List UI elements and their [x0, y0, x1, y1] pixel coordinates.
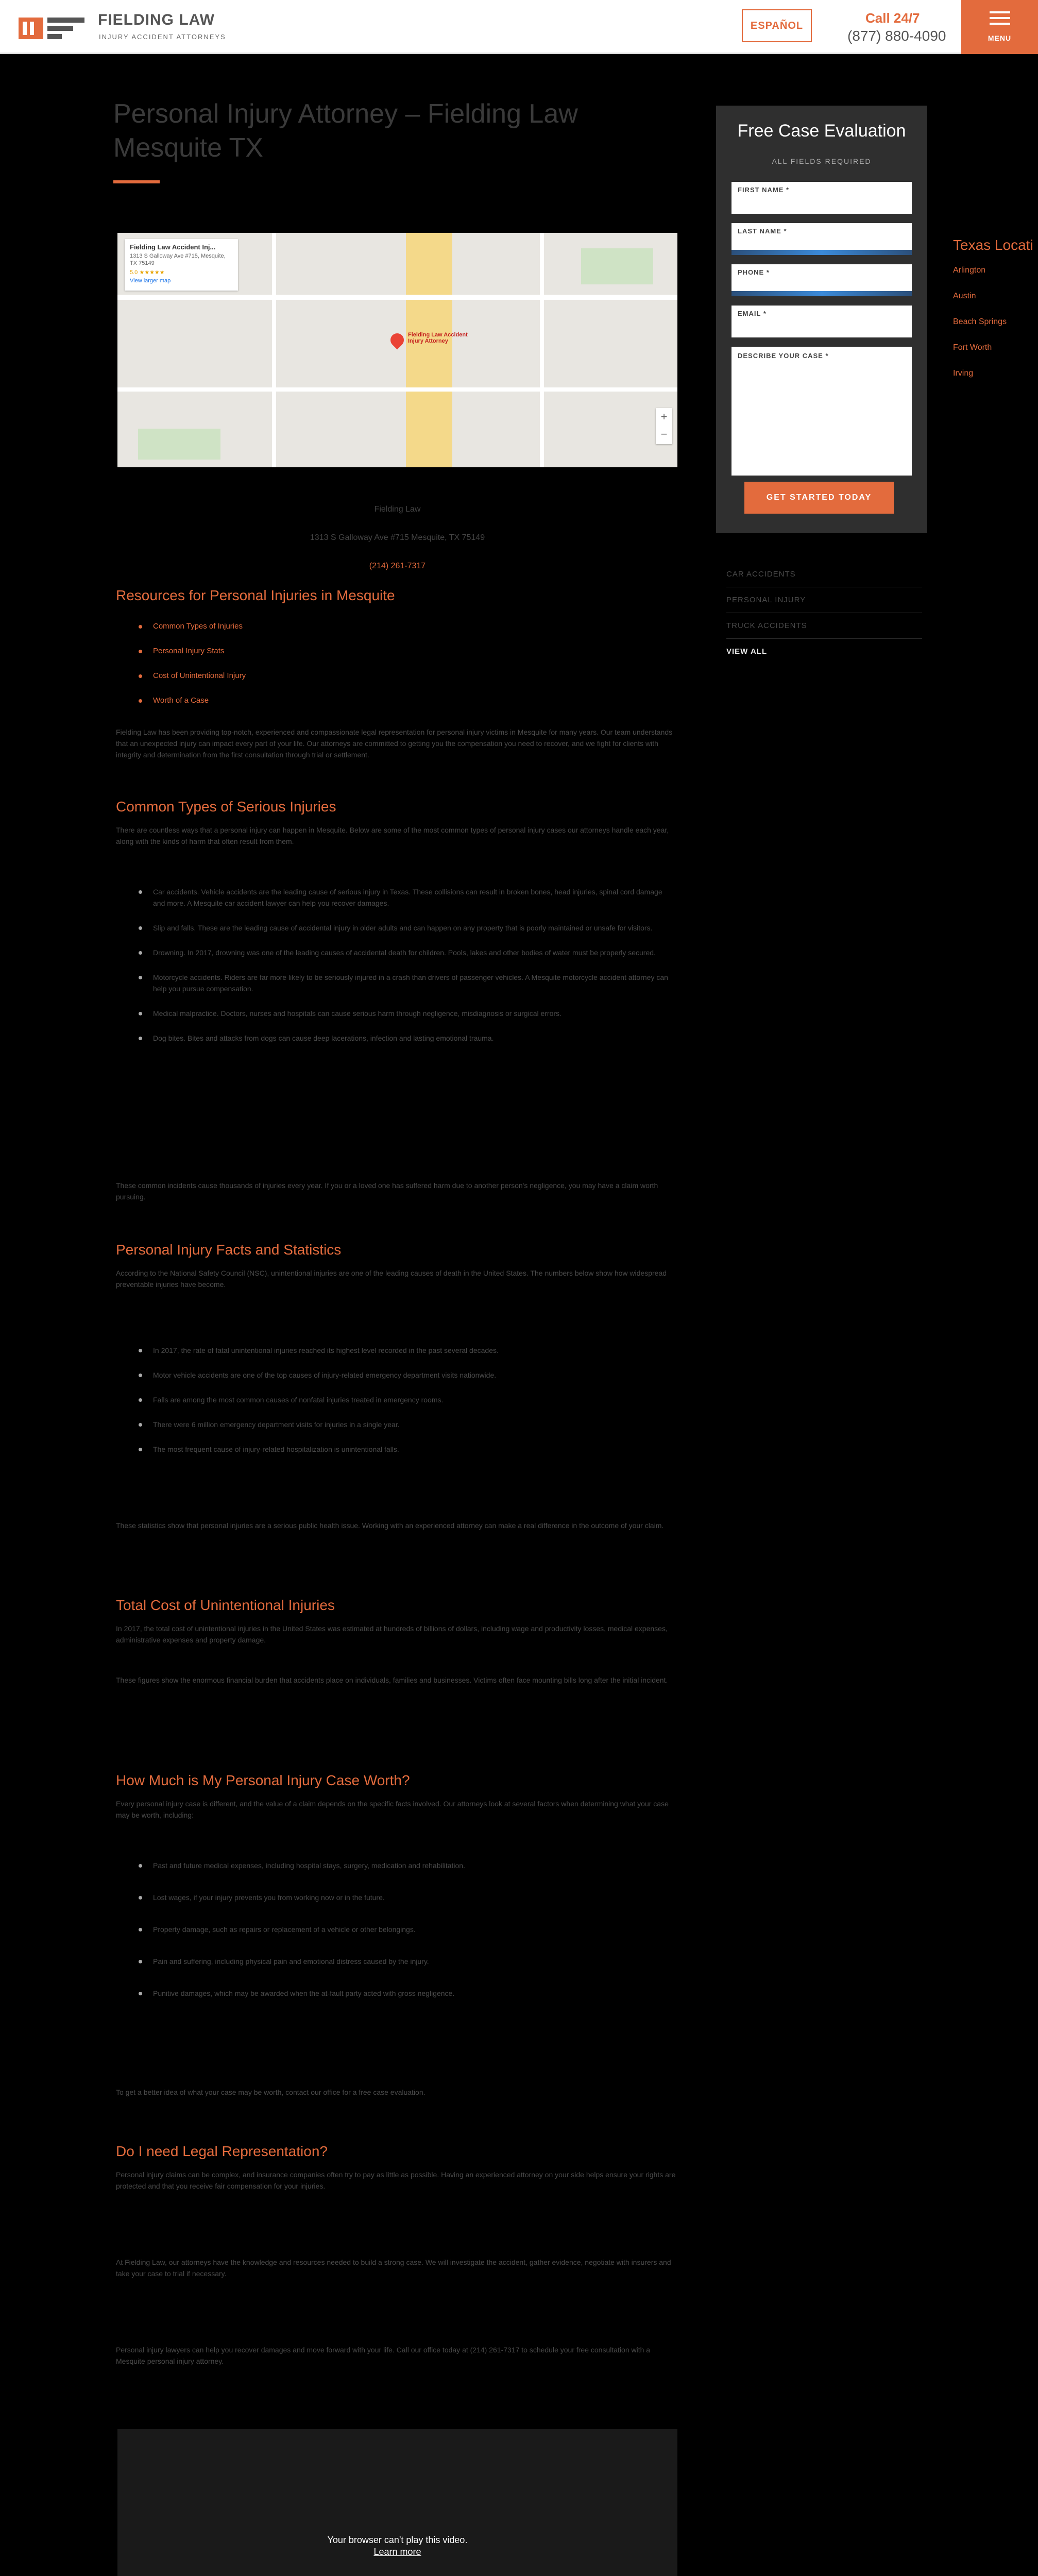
list-item: Dog bites. Bites and attacks from dogs can cause deep lacerations, infection and lasting emotional trauma.: [153, 1032, 673, 1044]
practice-link-truck-accidents[interactable]: TRUCK ACCIDENTS: [726, 613, 922, 639]
list-item: Pain and suffering, including physical pain and emotional distress caused by the injury.: [153, 1956, 673, 1967]
page-title: Personal Injury Attorney – Fielding Law Mesquite TX: [113, 99, 578, 163]
map-card-title: Fielding Law Accident Inj...: [130, 243, 216, 251]
list-item: Drowning. In 2017, drowning was one of the leading causes of accidental death for children. Pools, lakes and other bodies of water must be properly secured.: [153, 947, 673, 958]
list-item: Medical malpractice. Doctors, nurses and hospitals can cause serious harm through negligence, misdiagnosis or surgical errors.: [153, 1008, 673, 1019]
cost-paragraph: These figures show the enormous financial burden that accidents place on individuals, families and businesses. Victims often face mounting bills long after the initial incident.: [116, 1676, 668, 1684]
list-item: There were 6 million emergency department visits for injuries in a single year.: [153, 1419, 673, 1430]
hamburger-icon: [990, 11, 1010, 28]
case-worth-heading: How Much is My Personal Injury Case Worth?: [116, 1772, 410, 1788]
texas-locations-heading: Texas Locati: [953, 237, 1033, 253]
form-required-note: ALL FIELDS REQUIRED: [772, 157, 872, 165]
legal-representation-heading: Do I need Legal Representation?: [116, 2143, 328, 2159]
list-item: Slip and falls. These are the leading cause of accidental injury in older adults and can happen on any property that is poorly maintained or unsafe for visitors.: [153, 922, 673, 934]
intro-paragraph: Fielding Law has been providing top-notch, experienced and compassionate legal representation for personal injury victims in Mesquite for many years. Our team understands that an unexpected injury can impact every part of your life. Our attorneys are committed to getting you the compensation you need to recover, and we fight for clients with integrity and determination from the first consultation through trial or settlement.: [116, 728, 673, 759]
location-link-arlington[interactable]: Arlington: [953, 266, 986, 275]
menu-label: MENU: [988, 34, 1012, 42]
office-name: Fielding Law: [374, 505, 421, 514]
list-item: Motorcycle accidents. Riders are far more likely to be seriously injured in a crash than drivers of passenger vehicles. A Mesquite motorcycle accident attorney can help you pursue compensation.: [153, 972, 673, 994]
list-item: Punitive damages, which may be awarded when the at-fault party acted with gross negligence.: [153, 1988, 673, 1999]
practice-links: [726, 562, 922, 664]
resources-heading: Resources for Personal Injuries in Mesquite: [116, 587, 395, 603]
facts-list: [153, 1345, 673, 1468]
video-player[interactable]: [117, 2429, 677, 2576]
email-field[interactable]: EMAIL *: [731, 306, 912, 337]
location-link-austin[interactable]: Austin: [953, 292, 976, 300]
list-item: Lost wages, if your injury prevents you from working now or in the future.: [153, 1892, 673, 1903]
texas-locations-list: [953, 237, 1038, 395]
case-worth-summary: To get a better idea of what your case may be worth, contact our office for a free case evaluation.: [116, 2088, 426, 2096]
legal-paragraph: Personal injury claims can be complex, and insurance companies often try to pay as little as possible. Having an experienced attorney on your side helps ensure your rights are protected and that you receive fair compensation for your injuries.: [116, 2171, 676, 2190]
facts-summary: These statistics show that personal injuries are a serious public health issue. Working with an experienced attorney can make a real difference in the outcome of your claim.: [116, 1521, 664, 1530]
list-item: Motor vehicle accidents are one of the top causes of injury-related emergency department visits nationwide.: [153, 1369, 673, 1381]
toc-link[interactable]: Worth of a Case: [153, 695, 617, 706]
video-message: Your browser can't play this video.: [327, 2535, 468, 2545]
map-card-address: 1313 S Galloway Ave #715, Mesquite, TX 75149: [130, 253, 226, 266]
header-phone-link[interactable]: (877) 880-4090: [847, 28, 946, 44]
location-link-irving[interactable]: Irving: [953, 369, 974, 378]
toc-link[interactable]: Personal Injury Stats: [153, 646, 617, 657]
spanish-language-button[interactable]: ESPAÑOL: [742, 9, 812, 42]
call-label: Call 24/7: [865, 10, 920, 26]
location-link-beach-springs[interactable]: Beach Springs: [953, 317, 1007, 326]
location-link-fort-worth[interactable]: Fort Worth: [953, 343, 992, 352]
phone-field[interactable]: PHONE *: [731, 264, 912, 296]
map-info-card: [125, 239, 238, 291]
practice-link-car-accidents[interactable]: CAR ACCIDENTS: [726, 562, 922, 587]
map-card-rating: 5.0 ★★★★★: [130, 269, 165, 276]
list-item: The most frequent cause of injury-related hospitalization is unintentional falls.: [153, 1444, 673, 1455]
office-map[interactable]: [117, 233, 677, 467]
facts-intro: According to the National Safety Council (NSC), unintentional injuries are one of the leading causes of death in the United States. The numbers below show how widespread preventable injuries have become.: [116, 1269, 667, 1289]
legal-paragraph: At Fielding Law, our attorneys have the knowledge and resources needed to build a strong case. We will investigate the accident, gather evidence, negotiate with insurers and take your case to trial if necessary.: [116, 2258, 671, 2278]
list-item: In 2017, the rate of fatal unintentional injuries reached its highest level recorded in the past several decades.: [153, 1345, 673, 1356]
view-all-link[interactable]: VIEW ALL: [726, 647, 768, 656]
toc-link[interactable]: Common Types of Injuries: [153, 621, 617, 632]
fielding-law-logo-icon[interactable]: [19, 18, 84, 39]
list-item: Property damage, such as repairs or replacement of a vehicle or other belongings.: [153, 1924, 673, 1935]
case-worth-list: [153, 1860, 673, 2020]
office-address: 1313 S Galloway Ave #715 Mesquite, TX 75149: [310, 533, 485, 542]
list-item: Car accidents. Vehicle accidents are the leading cause of serious injury in Texas. These collisions can result in broken bones, head injuries, spinal cord damage and more. A Mesquite car accident lawyer can help you recover damages.: [153, 886, 673, 909]
injury-types-intro: There are countless ways that a personal injury can happen in Mesquite. Below are some of the most common types of personal injury cases our attorneys handle each year, along with the kinds of harm that often result from them.: [116, 826, 669, 845]
cost-heading: Total Cost of Unintentional Injuries: [116, 1597, 335, 1613]
site-header: [0, 0, 1038, 54]
toc-link[interactable]: Cost of Unintentional Injury: [153, 670, 617, 682]
list-item: Past and future medical expenses, including hospital stays, surgery, medication and rehabilitation.: [153, 1860, 673, 1871]
logo-name[interactable]: FIELDING LAW: [98, 11, 215, 28]
injury-types-summary: These common incidents cause thousands of injuries every year. If you or a loved one has suffered harm due to another person's negligence, you may have a claim worth pursuing.: [116, 1181, 658, 1201]
case-description-field[interactable]: DESCRIBE YOUR CASE *: [731, 347, 912, 476]
table-of-contents: [153, 621, 617, 720]
video-learn-more-link[interactable]: Learn more: [373, 2547, 421, 2557]
get-started-button[interactable]: GET STARTED TODAY: [744, 482, 894, 514]
view-larger-map-link[interactable]: View larger map: [130, 278, 171, 284]
injury-types-heading: Common Types of Serious Injuries: [116, 799, 336, 815]
title-underline: [113, 180, 160, 183]
facts-heading: Personal Injury Facts and Statistics: [116, 1242, 342, 1258]
map-zoom-control[interactable]: + −: [656, 408, 672, 444]
menu-button[interactable]: [961, 0, 1038, 54]
list-item: Falls are among the most common causes of nonfatal injuries treated in emergency rooms.: [153, 1394, 673, 1405]
case-evaluation-form: [716, 106, 927, 533]
form-title: Free Case Evaluation: [737, 121, 906, 141]
legal-paragraph: Personal injury lawyers can help you recover damages and move forward with your life. Call our office today at (214) 261-7317 to schedule your free consultation with a Mesquite personal injury attorney.: [116, 2346, 651, 2365]
first-name-field[interactable]: FIRST NAME *: [731, 182, 912, 214]
cost-paragraph: In 2017, the total cost of unintentional injuries in the United States was estimated at hundreds of billions of dollars, including wage and productivity losses, medical expenses, administrative expenses and property damage.: [116, 1624, 668, 1644]
logo-tagline: INJURY ACCIDENT ATTORNEYS: [99, 33, 226, 41]
practice-link-personal-injury[interactable]: PERSONAL INJURY: [726, 587, 922, 613]
office-phone-link[interactable]: (214) 261-7317: [369, 562, 426, 570]
injury-types-list: [153, 886, 673, 1057]
case-worth-intro: Every personal injury case is different, and the value of a claim depends on the specific facts involved. Our attorneys look at several factors when determining what your case may be worth, including:: [116, 1800, 669, 1819]
last-name-field[interactable]: LAST NAME *: [731, 223, 912, 255]
map-pin-label: Fielding Law Accident Injury Attorney: [408, 332, 468, 344]
